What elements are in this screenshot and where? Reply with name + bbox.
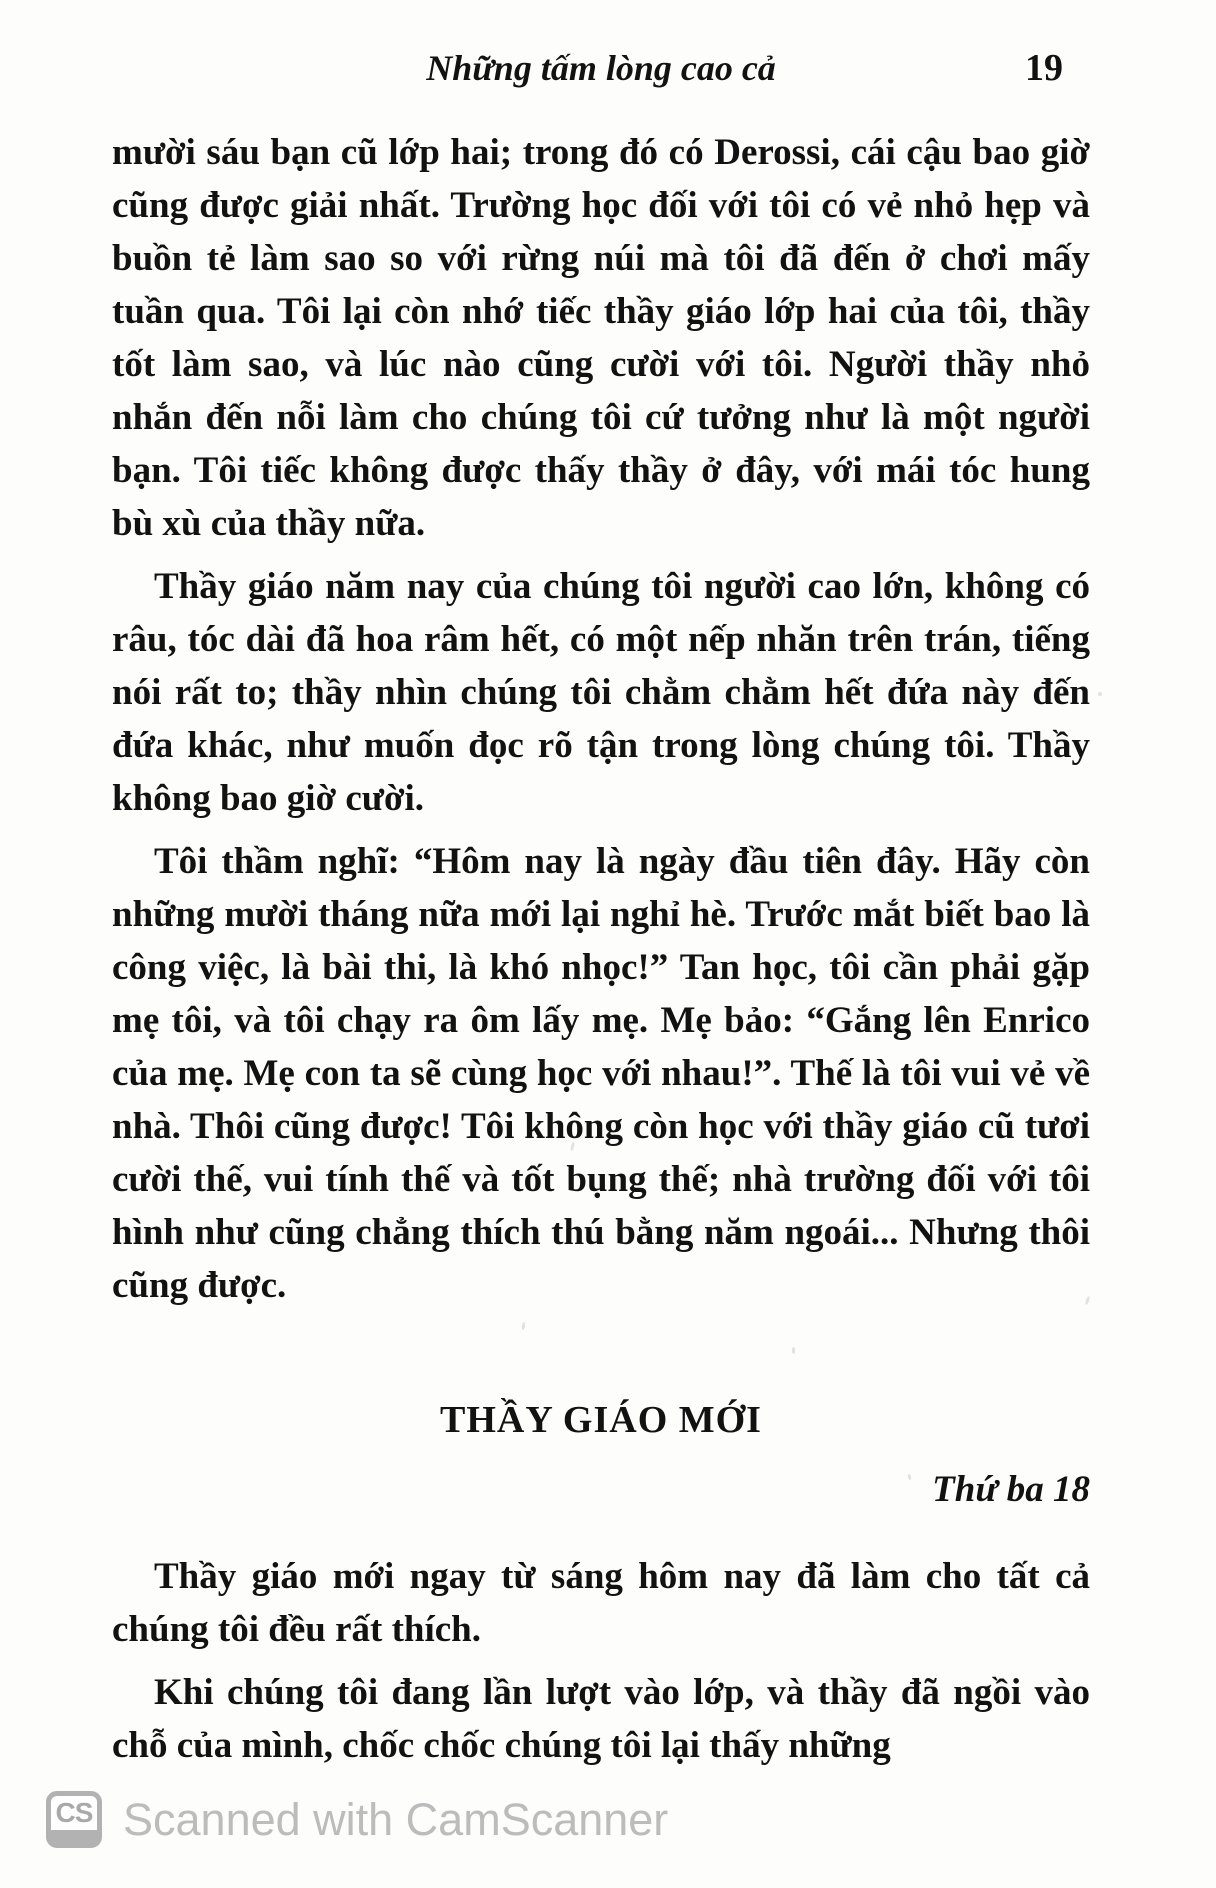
paragraph: Thầy giáo mới ngay từ sáng hôm nay đã làm cho tất cả chúng tôi đều rất thích. [112,1556,1090,1650]
camscanner-logo-icon [46,1791,102,1848]
page-content [112,126,1090,1782]
chapter-heading: THẦY GIÁO MỚI [440,1399,762,1441]
paragraph: Thầy giáo năm nay của chúng tôi người cao lớn, không có râu, tóc dài đã hoa râm hết, có một nếp nhăn trên trán, tiếng nói rất to; thầy nhìn chúng tôi chằm chằm hết đứa này đến đứa khác, như muốn đọc rõ tận trong lòng chúng tôi. Thầy không bao giờ cười. [112,566,1090,819]
book-title: Những tấm lòng cao cả [426,48,776,88]
scan-speck [1098,692,1102,696]
running-header [112,46,1090,96]
dateline: Thứ ba 18 [932,1469,1090,1510]
paragraph: Khi chúng tôi đang lần lượt vào lớp, và thầy đã ngồi vào chỗ của mình, chốc chốc chúng tôi lại thấy những [112,1672,1090,1766]
camscanner-logo-band [51,1830,97,1843]
scan-speck [792,1347,795,1354]
paragraph-continuation: mười sáu bạn cũ lớp hai; trong đó có Derossi, cái cậu bao giờ cũng được giải nhất. Trường học đối với tôi có vẻ nhỏ hẹp và buồn tẻ làm sao so với rừng núi mà tôi đã đến ở chơi mấy tuần qua. Tôi lại còn nhớ tiếc thầy giáo lớp hai của tôi, thầy tốt làm sao, và lúc nào cũng cười với tôi. Người thầy nhỏ nhắn đến nỗi làm cho chúng tôi cứ tưởng như là một người bạn. Tôi tiếc không được thấy thầy ở đây, với mái tóc hung bù xù của thầy nữa. [112,132,1090,544]
camscanner-watermark [46,1791,668,1848]
camscanner-label: Scanned with CamScanner [123,1793,669,1845]
camscanner-logo-letters: CS [55,1797,93,1828]
page-number: 19 [1025,47,1063,89]
paragraph: Tôi thầm nghĩ: “Hôm nay là ngày đầu tiên đây. Hãy còn những mười tháng nữa mới lại nghỉ hè. Trước mắt biết bao là công việc, là bài thi, là khó nhọc!” Tan học, tôi cần phải gặp mẹ tôi, và tôi chạy ra ôm lấy mẹ. Mẹ bảo: “Gắng lên Enrico của mẹ. Mẹ con ta sẽ cùng học với nhau!”. Thế là tôi vui vẻ về nhà. Thôi cũng được! Tôi không còn học với thầy giáo cũ tươi cười thế, vui tính thế và tốt bụng thế; nhà trường đối với tôi hình như cũng chẳng thích thú bằng năm ngoái... Nhưng thôi cũng được. [112,841,1090,1306]
